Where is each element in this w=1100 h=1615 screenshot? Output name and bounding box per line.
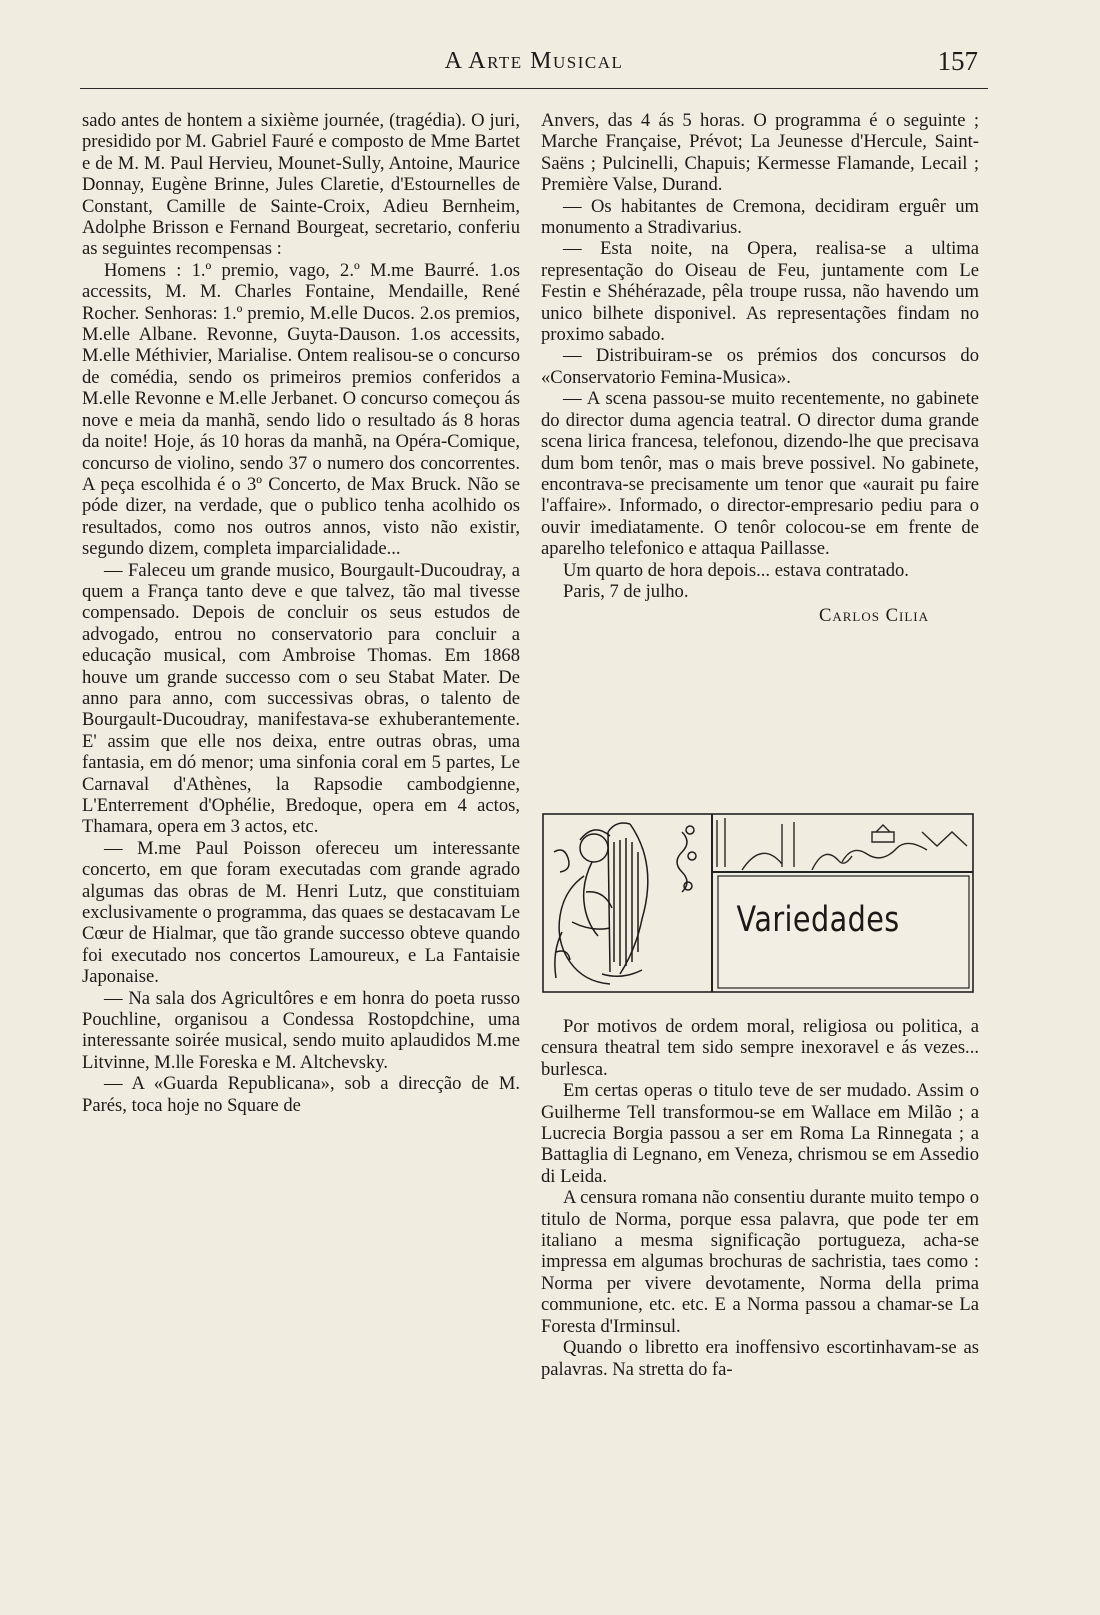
right-column-upper xyxy=(541,110,979,627)
article-paragraph: — Esta noite, na Opera, realisa-se a ultima representação do Oiseau de Feu, juntamente com Le Festin e Shéhérazade, pêla troupe russa, não havendo um unico bilhete disponivel. As representações findam no proximo sabado. xyxy=(541,238,979,346)
header-rule xyxy=(80,88,988,89)
place-date: Paris, 7 de julho. xyxy=(563,580,689,602)
article-paragraph: Homens : 1.º premio, vago, 2.º M.me Baurré. 1.os accessits, M. M. Charles Fontaine, Mendaille, René Rocher. Senhoras: 1.º premio, M.elle Ducos. 2.os premios, M.elle Albane. Revonne, Guyta-Dauson. 1.os accessits, M.elle Méthivier, Marialise. Ontem realisou-se o concurso de comédia, sendo os primeiros premios conferidos a M.elle Revonne e M.elle Jerbanet. O concurso começou ás nove e meia da manhã, sendo lido o resultado ás 8 horas da noite! Hoje, ás 10 horas da manhã, na Opéra-Comique, concurso de violino, sendo 37 o numero dos concorrentes. A peça escolhida é o 3º Concerto, de Max Bruck. Não se póde dizer, na verdade, que o publico tenha acolhido os resultados, como nos outros annos, visto não existir, segundo dizem, completa imparcialidade... xyxy=(82,259,520,560)
variedades-banner xyxy=(542,812,974,994)
article-paragraph: Anvers, das 4 ás 5 horas. O programma é o seguinte ; Marche Française, Prévot; La Jeunesse d'Hercule, Saint-Saëns ; Pulcinelli, Chapuis; Kermesse Flamande, Lecail ; Première Valse, Durand. xyxy=(541,110,979,196)
article-paragraph: sado antes de hontem a sixième journée, (tragédia). O juri, presidido por M. Gabriel Fauré e composto de Mme Bartet e de M. M. Paul Hervieu, Mounet-Sully, Antoine, Maurice Donnay, Eugène Brinne, Jules Claretie, d'Estournelles de Constant, Camille de Sainte-Croix, Adieu Bernheim, Adolphe Brisson e Fernand Bourgeat, secretario, conferiu as seguintes recompensas : xyxy=(82,110,520,260)
article-paragraph: — Os habitantes de Cremona, decidiram erguêr um monumento a Stradivarius. xyxy=(541,195,979,239)
article-paragraph: — Distribuiram-se os prémios dos concursos do «Conservatorio Femina-Musica». xyxy=(541,345,979,388)
article-paragraph: Quando o libretto era inoffensivo escortinhavam-se as palavras. Na stretta do fa- xyxy=(541,1337,979,1380)
article-paragraph: A censura romana não consentiu durante muito tempo o titulo de Norma, porque essa palavra, que pode ter em italiano a mesma significação portugueza, acha-se impressa em algumas brochuras de sachristia, taes como : Norma per vivere devotamente, Norma della prima communione, etc. etc. E a Norma passou a chamar-se La Foresta d'Irminsul. xyxy=(541,1187,979,1337)
journal-title: A Arte Musical xyxy=(444,48,624,74)
page-number: 157 xyxy=(937,46,978,76)
running-header xyxy=(80,44,988,84)
variedades-column xyxy=(541,1016,979,1380)
section-title-variedades: Variedades xyxy=(736,900,900,940)
author-signature: Carlos Cilia xyxy=(818,605,929,627)
article-paragraph: — Faleceu um grande musico, Bourgault-Ducoudray, a quem a França tanto deve e que talvez, tão mal tivesse compensado. Depois de concluir os seus estudos de advogado, entrou no conservatorio para concluir a educação musical, com Ambroise Thomas. Em 1868 houve um grande successo com o seu Stabat Mater. De anno para anno, com successivas obras, o talento de Bourgault-Ducoudray, manifestava-se exhuberantemente. E' assim que elle nos deixa, entre outras obras, uma fantasia, em dó menor; uma sinfonia coral em 5 partes, Le Carnaval d'Athènes, la Rapsodie cambodgienne, L'Enterrement d'Ophélie, Bredoque, opera em 4 actos, Thamara, opera em 3 actos, etc. xyxy=(82,559,520,838)
left-column xyxy=(82,110,520,1116)
article-paragraph: — Na sala dos Agricultôres e em honra do poeta russo Pouchline, organisou a Condessa Rostopdchine, uma interessante soirée musical, sendo muito aplaudidos M.me Litvinne, M.lle Foreska e M. Altchevsky. xyxy=(82,987,520,1073)
article-paragraph: Um quarto de hora depois... estava contratado. xyxy=(563,559,909,581)
article-paragraph: Por motivos de ordem moral, religiosa ou politica, a censura theatral tem sido sempre inexoravel e ás vezes... burlesca. xyxy=(541,1016,979,1080)
article-paragraph: — M.me Paul Poisson ofereceu um interessante concerto, em que foram executadas com grande agrado algumas das obras de M. Henri Lutz, que constituiam exclusivamente o programma, das quaes se destacavam Le Cœur de Hialmar, que tão grande successo obteve quando foi executado nos concertos Lamoureux, e La Fantaisie Japonaise. xyxy=(82,837,520,988)
article-paragraph: — A «Guarda Republicana», sob a direcção de M. Parés, toca hoje no Square de xyxy=(82,1073,520,1116)
article-paragraph: — A scena passou-se muito recentemente, no gabinete do director duma agencia teatral. O director duma grande scena lirica francesa, telefonou, dizendo-lhe que precisava dum bom tenôr, mas o mais breve possivel. No gabinete, encontrava-se precisamente um tenor que «aurait pu faire l'affaire». Informado, o director-empresario pediu para o ouvir imediatamente. O tenôr colocou-se em frente de aparelho telefonico e attaqua Paillasse. xyxy=(541,388,979,560)
article-paragraph: Em certas operas o titulo teve de ser mudado. Assim o Guilherme Tell transformou-se em Wallace em Milão ; a Lucrecia Borgia passou a ser em Roma La Rinnegata ; a Battaglia di Legnano, em Veneza, chrismou se em Assedio di Leida. xyxy=(541,1080,979,1187)
